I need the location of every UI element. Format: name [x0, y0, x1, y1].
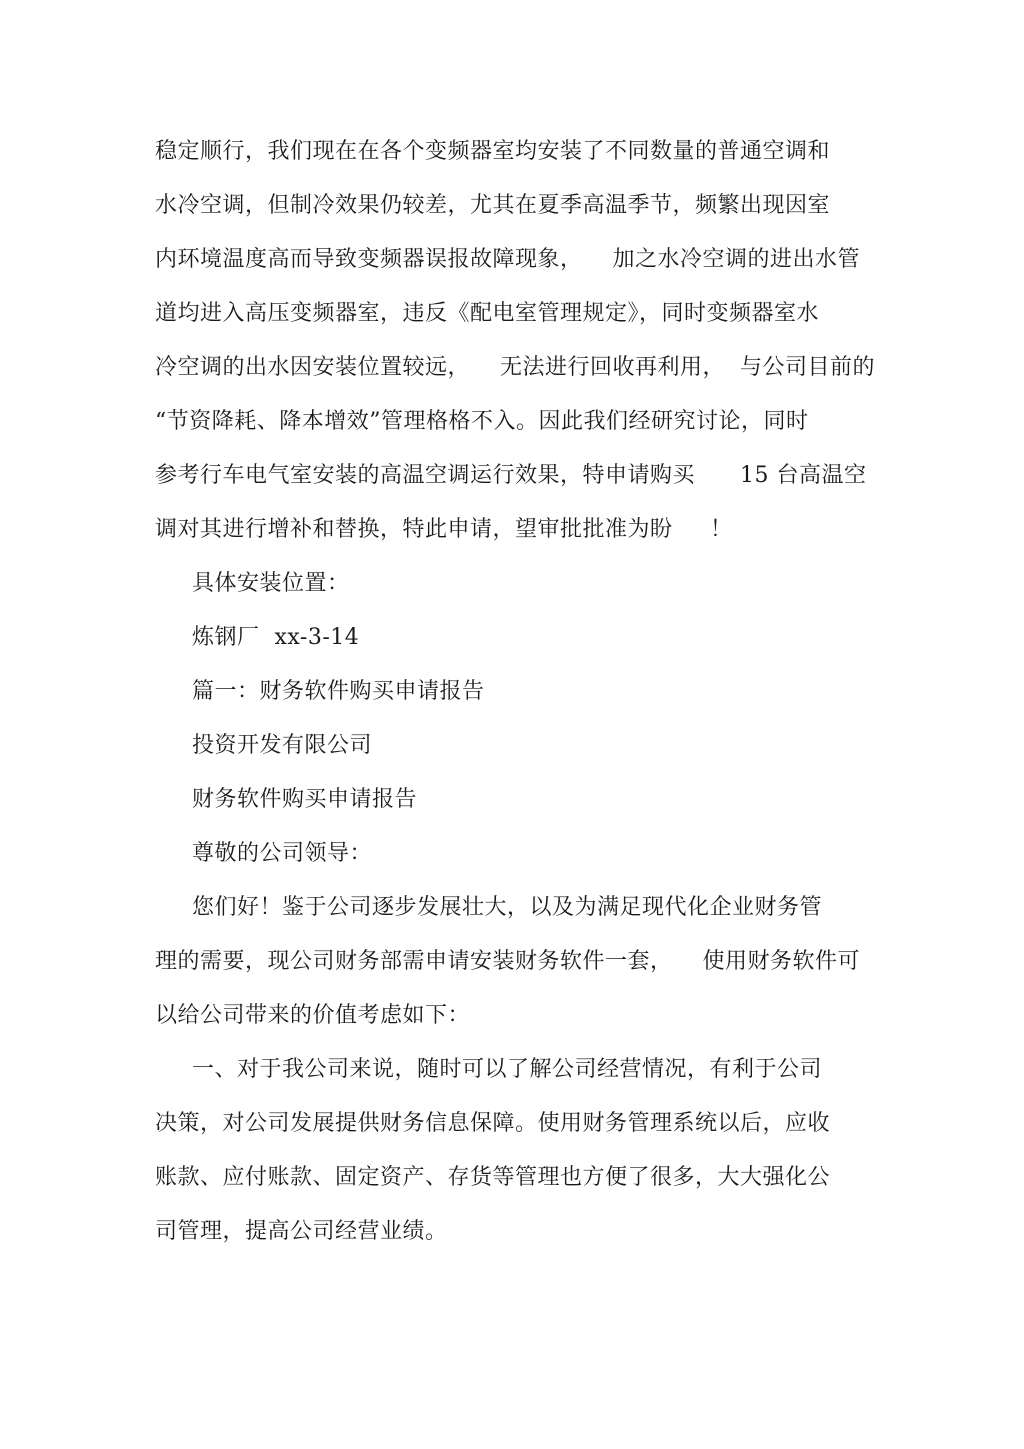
paragraph-line: 司管理，提高公司经营业绩。 [155, 1219, 448, 1244]
report-title: 财务软件购买申请报告 [192, 787, 418, 812]
paragraph-line: 一、对于我公司来说，随时可以了解公司经营情况，有利于公司 [192, 1057, 823, 1082]
paragraph-line: 账款、应付账款、固定资产、存货等管理也方便了很多，大大强化公 [155, 1165, 831, 1190]
installation-location-heading: 具体安装位置： [192, 571, 350, 596]
company-name: 投资开发有限公司 [192, 733, 373, 758]
paragraph-line: 调对其进行增补和替换，特此申请，望审批批准为盼 ！ [155, 517, 733, 542]
paragraph-line: 稳定顺行，我们现在在各个变频器室均安装了不同数量的普通空调和 [155, 139, 831, 164]
signature-date: 炼钢厂 xx-3-14 [192, 625, 360, 650]
paragraph-line: 内环境温度高而导致变频器误报故障现象， 加之水冷空调的进出水管 [155, 247, 860, 272]
paragraph-line: 参考行车电气室安装的高温空调运行效果，特申请购买 15 台高温空 [155, 463, 867, 488]
section-title: 篇一：财务软件购买申请报告 [192, 679, 485, 704]
paragraph-line: 水冷空调，但制冷效果仍较差，尤其在夏季高温季节，频繁出现因室 [155, 193, 831, 218]
paragraph-line: 道均进入高压变频器室，违反《配电室管理规定》，同时变频器室水 [155, 301, 820, 326]
paragraph-line: 冷空调的出水因安装位置较远， 无法进行回收再利用， 与公司目前的 [155, 355, 875, 380]
paragraph-line: “节资降耗、降本增效”管理格格不入。因此我们经研究讨论，同时 [155, 409, 809, 434]
paragraph-line: 理的需要，现公司财务部需申请安装财务软件一套， 使用财务软件可 [155, 949, 860, 974]
paragraph-line: 以给公司带来的价值考虑如下： [155, 1003, 471, 1028]
paragraph-line: 决策，对公司发展提供财务信息保障。使用财务管理系统以后，应收 [155, 1111, 831, 1136]
paragraph-line: 您们好！鉴于公司逐步发展壮大，以及为满足现代化企业财务管 [192, 895, 823, 920]
salutation: 尊敬的公司领导： [192, 841, 373, 866]
